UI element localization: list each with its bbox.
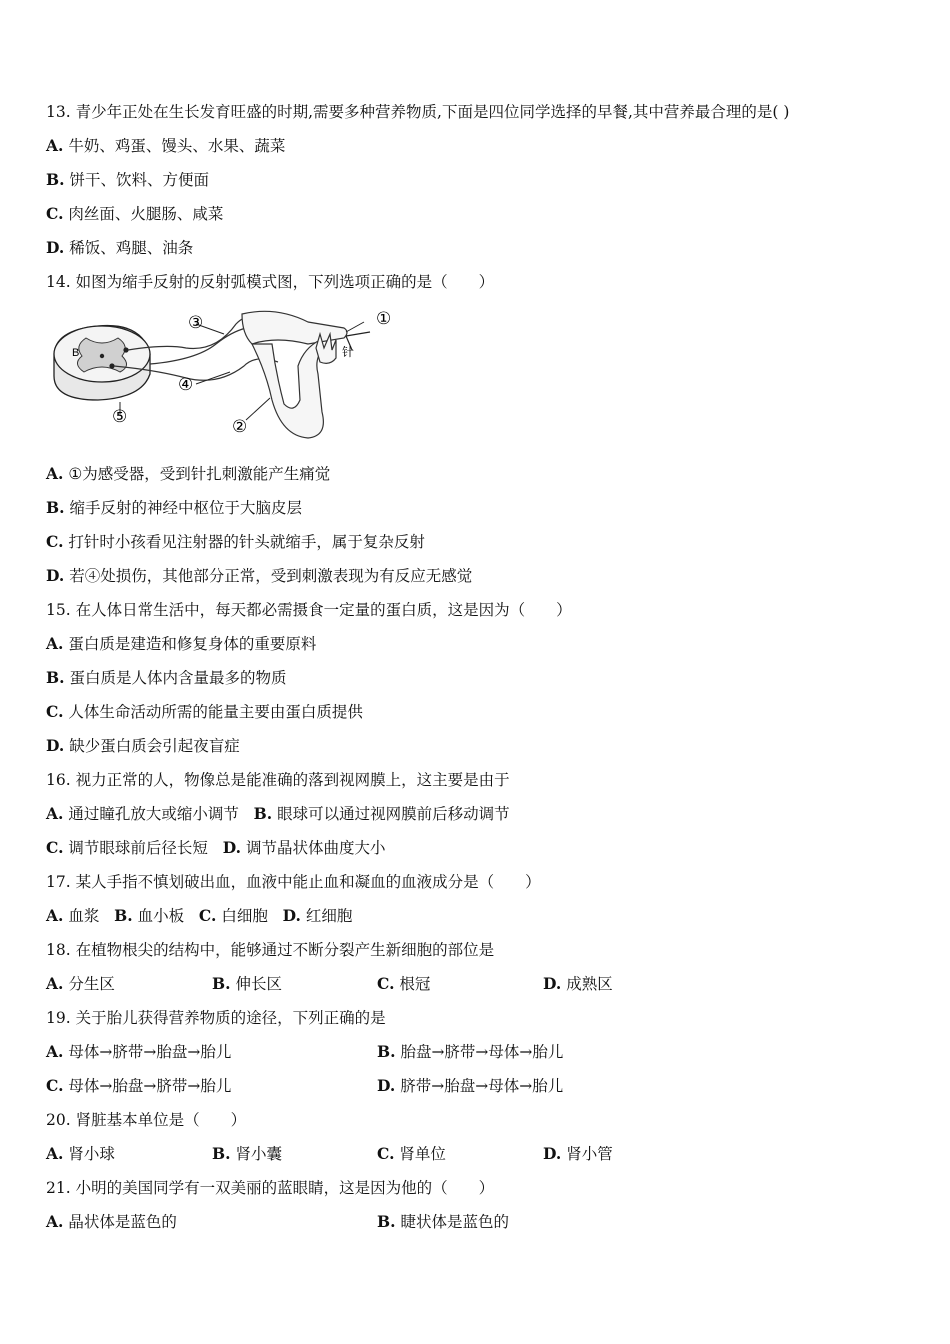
question-21-option-a: A. 晶状体是蓝色的 [46,1212,177,1231]
arm-figure [242,311,347,438]
question-16-stem: 16. 视力正常的人，物像总是能准确的落到视网膜上，这主要是由于 [46,771,510,789]
question-18-option-d: D. 成熟区 [543,974,613,993]
question-18-option-c: C. 根冠 [377,974,431,993]
figure-needle-label: 针 [342,345,355,359]
question-14-option-c: C. 打针时小孩看见注射器的针头就缩手，属于复杂反射 [46,532,425,551]
question-14-option-a: A. ①为感受器，受到针扎刺激能产生痛觉 [46,464,331,483]
figure-letter-b: B [72,347,80,359]
question-18-stem: 18. 在植物根尖的结构中，能够通过不断分裂产生新细胞的部位是 [46,941,495,959]
spinal-cord-figure [54,326,150,400]
question-19-option-b: B. 胎盘→脐带→母体→胎儿 [377,1042,564,1061]
question-19-option-d: D. 脐带→胎盘→母体→胎儿 [377,1076,564,1095]
question-14-stem: 14. 如图为缩手反射的反射弧模式图，下列选项正确的是（ ） [46,273,495,291]
question-14-option-d: D. 若④处损伤，其他部分正常，受到刺激表现为有反应无感觉 [46,566,473,585]
question-13-option-b: B. 饼干、饮料、方便面 [46,170,209,189]
question-20-option-a: A. 肾小球 [46,1144,115,1163]
question-21-stem: 21. 小明的美国同学有一双美丽的蓝眼睛，这是因为他的（ ） [46,1179,495,1197]
question-21-option-b: B. 睫状体是蓝色的 [377,1212,509,1231]
question-15-stem: 15. 在人体日常生活中，每天都必需摄食一定量的蛋白质，这是因为（ ） [46,601,572,619]
question-13-stem: 13. 青少年正处在生长发育旺盛的时期,需要多种营养物质,下面是四位同学选择的早餐,其中营养最合理的是( ) [46,103,790,121]
figure-mark-2: ② [232,417,248,437]
question-20-option-c: C. 肾单位 [377,1144,446,1163]
question-17-options: A. 血浆 B. 血小板 C. 白细胞 D. 红细胞 [46,906,353,925]
figure-mark-4: ④ [178,375,194,395]
question-15-option-a: A. 蛋白质是建造和修复身体的重要原料 [46,634,317,653]
question-18-option-a: A. 分生区 [46,974,115,993]
question-20-option-d: D. 肾小管 [543,1144,613,1163]
question-15-option-c: C. 人体生命活动所需的能量主要由蛋白质提供 [46,702,363,721]
question-20-stem: 20. 肾脏基本单位是（ ） [46,1111,247,1129]
question-19-stem: 19. 关于胎儿获得营养物质的途径，下列正确的是 [46,1009,386,1027]
question-19-option-a: A. 母体→脐带→胎盘→胎儿 [46,1042,232,1061]
question-13-option-d: D. 稀饭、鸡腿、油条 [46,238,194,257]
question-20-option-b: B. 肾小囊 [212,1144,282,1163]
reflex-arc-diagram [46,304,406,442]
question-15-option-d: D. 缺少蛋白质会引起夜盲症 [46,736,240,755]
figure-mark-5: ⑤ [112,407,128,427]
question-18-option-b: B. 伸长区 [212,974,282,993]
question-15-option-b: B. 蛋白质是人体内含量最多的物质 [46,668,287,687]
question-13-option-a: A. 牛奶、鸡蛋、馒头、水果、蔬菜 [46,136,286,155]
question-16-options-ab: A. 通过瞳孔放大或缩小调节 B. 眼球可以通过视网膜前后移动调节 [46,804,510,823]
question-13-option-c: C. 肉丝面、火腿肠、咸菜 [46,204,224,223]
figure-mark-3: ③ [188,313,204,333]
question-17-stem: 17. 某人手指不慎划破出血，血液中能止血和凝血的血液成分是（ ） [46,873,541,891]
question-14-option-b: B. 缩手反射的神经中枢位于大脑皮层 [46,498,302,517]
question-16-options-cd: C. 调节眼球前后径长短 D. 调节晶状体曲度大小 [46,838,386,857]
figure-mark-1: ① [376,309,392,329]
question-19-option-c: C. 母体→胎盘→脐带→胎儿 [46,1076,232,1095]
